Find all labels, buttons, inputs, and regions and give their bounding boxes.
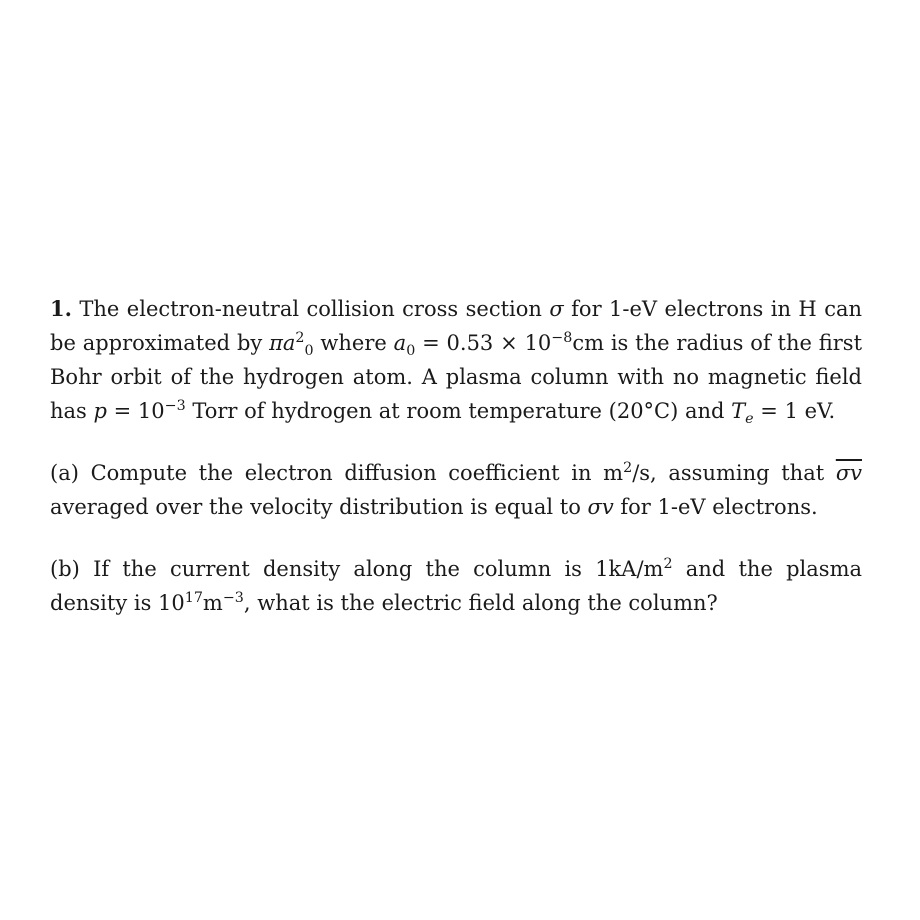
problem-statement: 1. The electron-neutral collision cross section σ for 1-eV electrons in H can be approximated by $\pi a^2_0$ where $a_0 = 0.53 \times 10^{-8}cm$ is the radius of the first Bohr orbit of the hydrogen atom. A plasma column with no magnetic field has $p = 10^{-3}$ Torr of hydrogen at room temperature (20°C) and $T_e = 1$ eV. [50,296,863,428]
problem-1 [50,292,862,620]
part-a: (a) Compute the electron diffusion coefficient in $m^2/s$, assuming that $\overline{\sigma v}$ averaged over the velocity distribution is equal to σv for 1-eV electrons. [50,460,863,519]
part-b: (b) If the current density along the column is $1kA/m^2$ and the plasma density is $10^{17}m^{-3}$, what is the electric field along the column? [50,556,862,615]
problem-number: 1. [50,296,72,321]
